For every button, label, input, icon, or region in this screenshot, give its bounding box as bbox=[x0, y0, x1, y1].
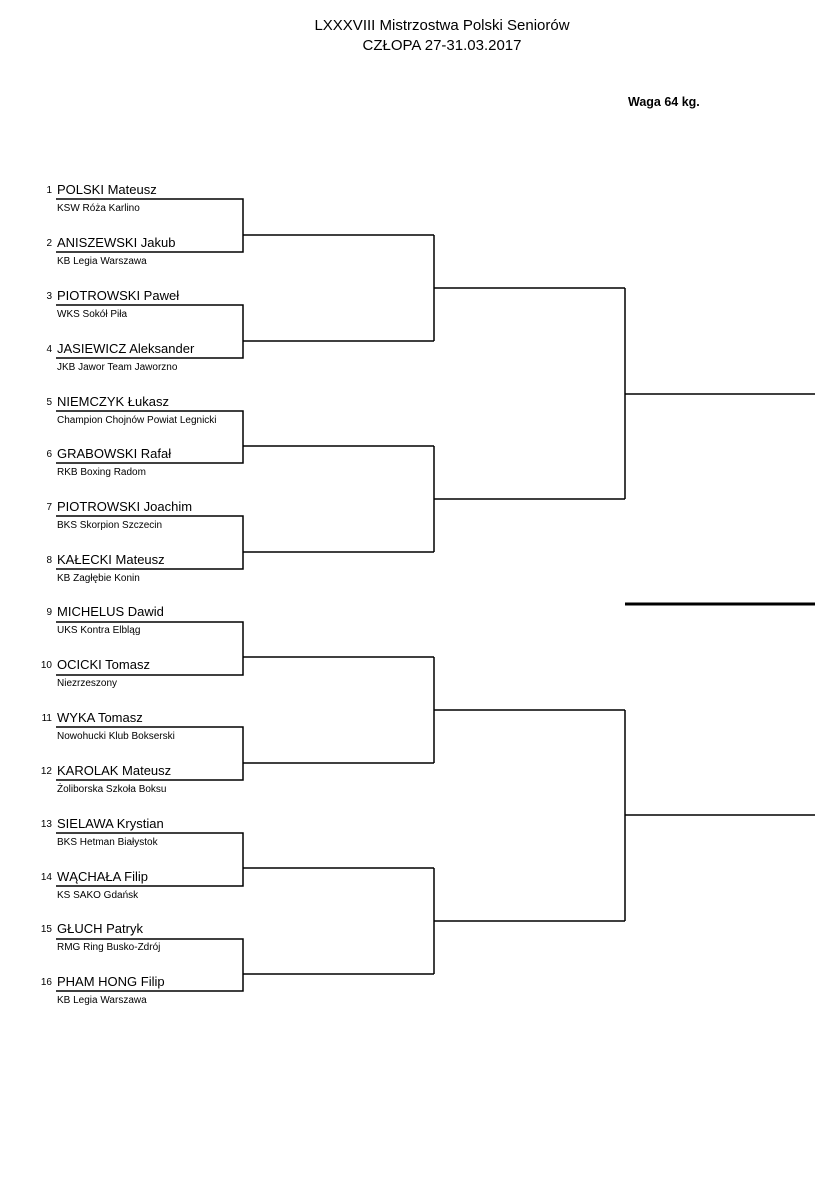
page-subtitle: CZŁOPA 27-31.03.2017 bbox=[362, 37, 522, 54]
bracket-r1-pair-1 bbox=[56, 199, 434, 252]
competitor-club: UKS Kontra Elbląg bbox=[57, 625, 141, 636]
bracket-qf-4 bbox=[434, 868, 625, 974]
competitor-name: JASIEWICZ Aleksander bbox=[57, 341, 195, 356]
competitor-number: 11 bbox=[41, 713, 52, 724]
competitor-club: KB Legia Warszawa bbox=[57, 995, 147, 1006]
competitor-number: 12 bbox=[40, 766, 52, 777]
bracket-r1-pair-6 bbox=[56, 727, 434, 780]
bracket-r1-pair-3 bbox=[56, 411, 434, 463]
competitor-number: 16 bbox=[40, 977, 52, 988]
bracket-r1-pair-8 bbox=[56, 939, 434, 991]
bracket-r1-pair-7 bbox=[56, 833, 434, 886]
competitor-number: 13 bbox=[40, 819, 52, 830]
competitor-number: 8 bbox=[46, 555, 52, 566]
competitor-name: PHAM HONG Filip bbox=[57, 974, 165, 989]
competitor-number: 4 bbox=[46, 344, 52, 355]
competitor-number: 9 bbox=[46, 607, 52, 618]
competitor-name: KAŁECKI Mateusz bbox=[57, 552, 165, 567]
competitor-number: 5 bbox=[46, 397, 52, 408]
competitor-number: 6 bbox=[46, 449, 52, 460]
competitor-name: WĄCHAŁA Filip bbox=[57, 869, 149, 884]
competitor-name: ANISZEWSKI Jakub bbox=[57, 235, 176, 250]
competitor-club: WKS Sokół Piła bbox=[57, 309, 128, 320]
competitor-name: PIOTROWSKI Joachim bbox=[57, 499, 193, 514]
competitor-name: PIOTROWSKI Paweł bbox=[57, 288, 180, 303]
competitor-name: GŁUCH Patryk bbox=[57, 921, 143, 936]
bracket-qf-1 bbox=[434, 235, 625, 341]
bracket-qf-3 bbox=[434, 657, 625, 763]
bracket-r1-pair-2 bbox=[56, 305, 434, 358]
competitor-club: KB Zagłębie Konin bbox=[57, 573, 140, 584]
competitor-club: BKS Skorpion Szczecin bbox=[57, 520, 163, 531]
competitor-name: MICHELUS Dawid bbox=[57, 604, 164, 619]
competitor-name: POLSKI Mateusz bbox=[57, 182, 157, 197]
competitor-name: KAROLAK Mateusz bbox=[57, 763, 172, 778]
competitor-club: JKB Jawor Team Jaworzno bbox=[57, 362, 178, 373]
competitor-number: 1 bbox=[46, 185, 52, 196]
competitor-club: BKS Hetman Białystok bbox=[57, 837, 158, 848]
competitor-club: Niezrzeszony bbox=[57, 678, 118, 689]
page-title: LXXXVIII Mistrzostwa Polski Seniorów bbox=[314, 17, 570, 34]
competitor-number: 3 bbox=[46, 291, 52, 302]
bracket-r1-pair-4 bbox=[56, 516, 434, 569]
competitor-club: KS SAKO Gdańsk bbox=[57, 890, 139, 901]
competitor-name: NIEMCZYK Łukasz bbox=[57, 394, 169, 409]
competitor-club: KB Legia Warszawa bbox=[57, 256, 147, 267]
competitor-number: 10 bbox=[40, 660, 52, 671]
competitor-name: GRABOWSKI Rafał bbox=[57, 446, 172, 461]
bracket-qf-2 bbox=[434, 446, 625, 552]
competitor-club: KSW Róża Karlino bbox=[57, 203, 140, 214]
competitor-name: WYKA Tomasz bbox=[57, 710, 143, 725]
competitor-number: 14 bbox=[40, 872, 52, 883]
bracket-sf-1 bbox=[625, 288, 815, 499]
competitor-number: 7 bbox=[46, 502, 52, 513]
competitor-club: Nowohucki Klub Bokserski bbox=[57, 731, 175, 742]
competitor-number: 15 bbox=[40, 924, 52, 935]
bracket-sf-2 bbox=[625, 710, 815, 921]
weight-class: Waga 64 kg. bbox=[628, 95, 700, 109]
competitor-number: 2 bbox=[46, 238, 52, 249]
competitor-club: Żoliborska Szkoła Boksu bbox=[57, 784, 167, 795]
competitor-club: RMG Ring Busko-Zdrój bbox=[57, 942, 161, 953]
bracket-lines bbox=[56, 199, 815, 991]
bracket-r1-pair-5 bbox=[56, 622, 434, 675]
competitor-name: OCICKI Tomasz bbox=[57, 657, 150, 672]
competitor-club: Champion Chojnów Powiat Legnicki bbox=[57, 415, 217, 426]
competitor-club: RKB Boxing Radom bbox=[57, 467, 146, 478]
competitor-name: SIELAWA Krystian bbox=[57, 816, 164, 831]
